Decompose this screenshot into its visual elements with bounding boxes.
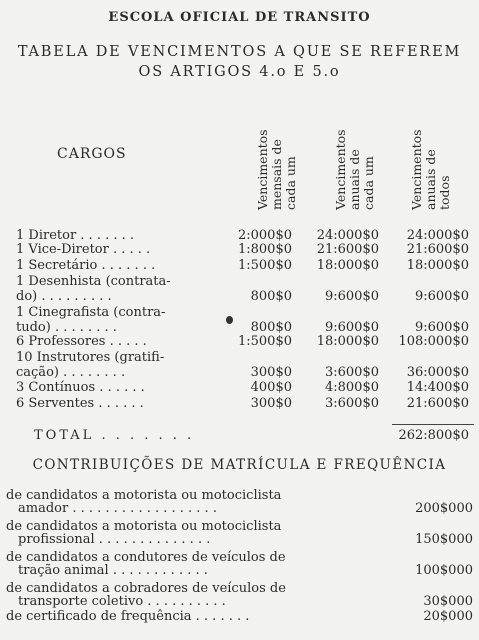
table-row xyxy=(0,305,479,321)
school-title: ESCOLA OFICIAL DE TRANSITO xyxy=(108,10,371,25)
cargo-label: 1 Desenhista (contrata- xyxy=(16,274,171,289)
contrib-label: de candidatos a condutores de veículos de xyxy=(6,550,286,565)
value-anual-um: 3:600$0 xyxy=(324,396,379,411)
total-value: 262:800$0 xyxy=(398,428,469,443)
value-anual-todos: 14:400$0 xyxy=(406,380,469,395)
value-anual-todos: 24:000$0 xyxy=(406,228,469,243)
contrib-label: amador . . . . . . . . . . . . . . . . . . xyxy=(18,501,217,516)
table-row xyxy=(0,380,479,396)
contrib-value: 200$000 xyxy=(415,501,473,516)
total-row xyxy=(0,428,479,444)
value-anual-um: 18:000$0 xyxy=(316,258,379,273)
table-row xyxy=(0,258,479,274)
value-mensal: 1:500$0 xyxy=(237,258,292,273)
contrib-label: de certificado de frequência . . . . . . . xyxy=(6,609,250,624)
contrib-label: transporte coletivo . . . . . . . . . . xyxy=(18,594,226,609)
value-anual-todos: 9:600$0 xyxy=(414,289,469,304)
contrib-label: tração animal . . . . . . . . . . . . xyxy=(18,563,208,578)
contrib-label: de candidatos a motorista ou motociclista xyxy=(6,519,282,534)
cargo-label: do) . . . . . . . . . xyxy=(16,289,112,304)
value-anual-um: 24:000$0 xyxy=(316,228,379,243)
value-anual-um: 18:000$0 xyxy=(316,334,379,349)
cargo-label: tudo) . . . . . . . . xyxy=(16,320,117,335)
cargo-label: 3 Contínuos . . . . . . xyxy=(16,380,145,395)
contrib-label: profissional . . . . . . . . . . . . . . xyxy=(18,532,211,547)
table-row xyxy=(0,289,479,305)
contrib-heading: CONTRIBUIÇÕES DE MATRÍCULA E FREQUÊNCIA xyxy=(32,457,447,473)
table-title-line2: OS ARTIGOS 4.o E 5.o xyxy=(138,64,341,80)
contrib-value: 20$000 xyxy=(423,609,473,624)
value-anual-um: 9:600$0 xyxy=(324,289,379,304)
column-header-anual-todos: Vencimentos anuais de todos xyxy=(409,129,452,210)
cargo-label: 1 Cinegrafista (contra- xyxy=(16,305,166,320)
contrib-label: de candidatos a motorista ou motociclista xyxy=(6,488,282,503)
value-anual-todos: 36:000$0 xyxy=(406,365,469,380)
value-anual-todos: 108:000$0 xyxy=(398,334,469,349)
contrib-value: 100$000 xyxy=(415,563,473,578)
value-anual-todos: 21:600$0 xyxy=(406,242,469,257)
contrib-label: de candidatos a cobradores de veículos de xyxy=(6,581,286,596)
value-mensal: 800$0 xyxy=(250,289,292,304)
value-anual-todos: 18:000$0 xyxy=(406,258,469,273)
table-row xyxy=(0,396,479,412)
column-header-mensal: Vencimentos mensais de cada um xyxy=(255,129,298,210)
cargo-label: 6 Serventes . . . . . . xyxy=(16,396,144,411)
value-mensal: 2:000$0 xyxy=(237,228,292,243)
value-anual-um: 4:800$0 xyxy=(324,380,379,395)
value-anual-todos: 9:600$0 xyxy=(414,320,469,335)
value-mensal: 1:500$0 xyxy=(237,334,292,349)
total-label: TOTAL . . . . . . . xyxy=(34,428,195,443)
value-mensal: 800$0 xyxy=(250,320,292,335)
value-anual-um: 21:600$0 xyxy=(316,242,379,257)
cargo-label: 1 Vice-Diretor . . . . . xyxy=(16,242,151,257)
cargo-label: 10 Instrutores (gratifi- xyxy=(16,350,165,365)
value-mensal: 300$0 xyxy=(250,396,292,411)
value-mensal: 1:800$0 xyxy=(237,242,292,257)
cargo-label: 6 Professores . . . . . xyxy=(16,334,147,349)
cargo-label: 1 Secretário . . . . . . . xyxy=(16,258,156,273)
table-row xyxy=(0,350,479,366)
table-row xyxy=(0,274,479,290)
table-row xyxy=(0,334,479,350)
value-anual-todos: 21:600$0 xyxy=(406,396,469,411)
contrib-value: 30$000 xyxy=(423,594,473,609)
value-anual-um: 9:600$0 xyxy=(324,320,379,335)
column-header-anual-um: Vencimentos anuais de cada um xyxy=(333,129,376,210)
contrib-value: 150$000 xyxy=(415,532,473,547)
table-row xyxy=(0,242,479,258)
value-mensal: 400$0 xyxy=(250,380,292,395)
table-title-line1: TABELA DE VENCIMENTOS A QUE SE REFEREM xyxy=(17,44,462,60)
cargo-label: cação) . . . . . . . . xyxy=(16,365,126,380)
cargo-label: 1 Diretor . . . . . . . xyxy=(16,228,135,243)
cargos-header: CARGOS xyxy=(57,146,127,162)
value-mensal: 300$0 xyxy=(250,365,292,380)
table-row xyxy=(0,365,479,381)
total-rule xyxy=(392,424,474,425)
ink-blot xyxy=(226,316,233,324)
value-anual-um: 3:600$0 xyxy=(324,365,379,380)
